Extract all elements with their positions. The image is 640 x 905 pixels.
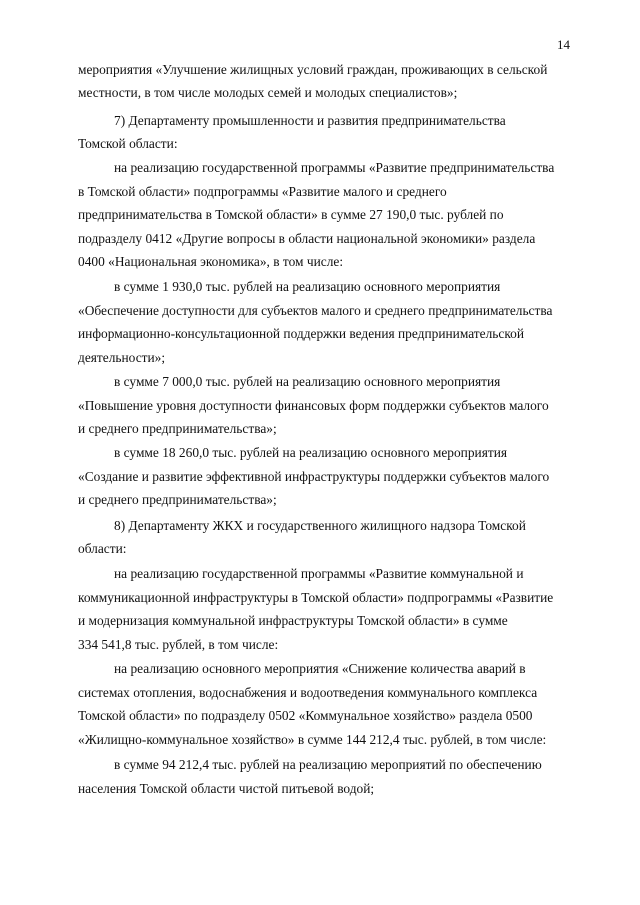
text-line: области: [78, 541, 127, 556]
text-line: в сумме 1 930,0 тыс. рублей на реализацию основного мероприятия [114, 279, 501, 294]
text-line: и среднего предпринимательства»; [78, 492, 277, 507]
text-line: Томской области: [78, 136, 178, 151]
text-line: коммуникационной инфраструктуры в Томской области» подпрограммы «Развитие [78, 590, 554, 605]
text-line: местности, в том числе молодых семей и молодых специалистов»; [78, 85, 458, 100]
text-line: Томской области» по подразделу 0502 «Коммунальное хозяйство» раздела 0500 [78, 708, 533, 723]
text-line: в сумме 18 260,0 тыс. рублей на реализацию основного мероприятия [114, 445, 508, 460]
text-line: «Создание и развитие эффективной инфраструктуры поддержки субъектов малого [78, 469, 550, 484]
text-line: населения Томской области чистой питьевой водой; [78, 781, 375, 796]
text-line: 334 541,8 тыс. рублей, в том числе: [78, 637, 279, 652]
text-line: системах отопления, водоснабжения и водоотведения коммунального комплекса [78, 685, 538, 700]
text-line: «Обеспечение доступности для субъектов малого и среднего предпринимательства [78, 303, 553, 318]
text-line: в сумме 7 000,0 тыс. рублей на реализацию основного мероприятия [114, 374, 501, 389]
text-line: предпринимательства в Томской области» в сумме 27 190,0 тыс. рублей по [78, 207, 504, 222]
page-number: 14 [557, 37, 570, 52]
text-line: «Повышение уровня доступности финансовых форм поддержки субъектов малого [78, 398, 549, 413]
text-line: на реализацию государственной программы «Развитие предпринимательства [114, 160, 555, 175]
text-line: мероприятия «Улучшение жилищных условий граждан, проживающих в сельской [78, 62, 548, 77]
text-line: подразделу 0412 «Другие вопросы в области национальной экономики» раздела [78, 231, 536, 246]
text-line: 7) Департаменту промышленности и развития предпринимательства [114, 113, 506, 128]
text-line: и модернизация коммунальной инфраструктуры Томской области» в сумме [78, 613, 508, 628]
text-line: на реализацию государственной программы «Развитие коммунальной и [114, 566, 524, 581]
text-line: 0400 «Национальная экономика», в том числе: [78, 254, 344, 269]
text-line: и среднего предпринимательства»; [78, 421, 277, 436]
text-line: в Томской области» подпрограммы «Развитие малого и среднего [78, 184, 447, 199]
text-line: «Жилищно-коммунальное хозяйство» в сумме 144 212,4 тыс. рублей, в том числе: [78, 732, 547, 747]
text-line: деятельности»; [78, 350, 166, 365]
text-line: в сумме 94 212,4 тыс. рублей на реализацию мероприятий по обеспечению [114, 757, 542, 772]
text-line: информационно-консультационной поддержки ведения предпринимательской [78, 326, 525, 341]
text-line: 8) Департаменту ЖКХ и государственного жилищного надзора Томской [114, 518, 526, 533]
text-line: на реализацию основного мероприятия «Снижение количества аварий в [114, 661, 526, 676]
